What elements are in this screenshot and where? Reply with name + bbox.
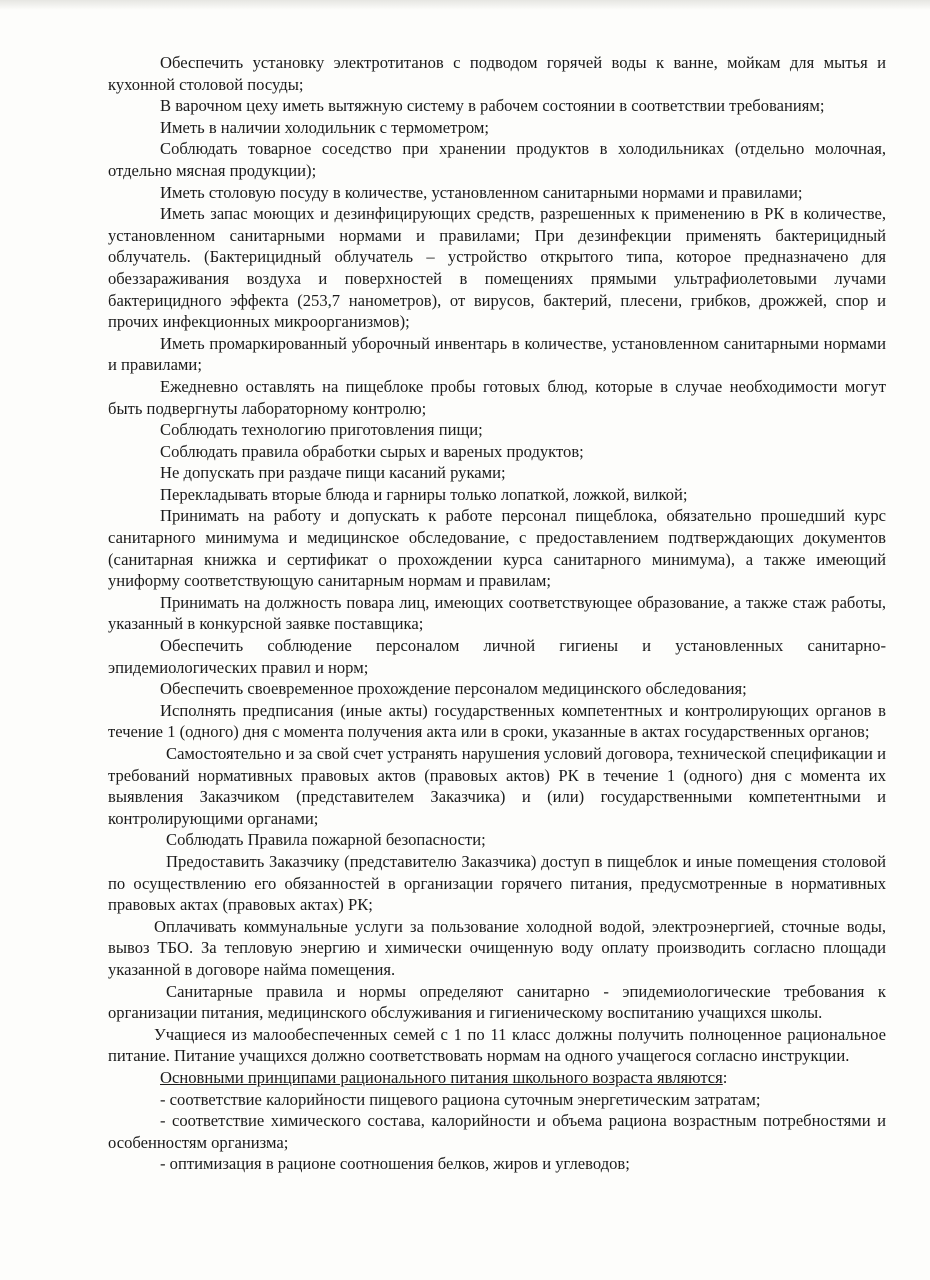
paragraph: Принимать на работу и допускать к работе персонал пищеблока, обязательно прошедший курс санитарного минимума и медицинское обследование, с предоставлением подтверждающих документов (санитарная книжка и сертификат о прохождении курса санитарного минимума), а также имеющий униформу соответствующую санитарным нормам и правилам; (108, 506, 886, 591)
paragraph: Санитарные правила и нормы определяют санитарно - эпидемиологические требования к организации питания, медицинского обслуживания и гигиеническому воспитанию учащихся школы. (108, 981, 886, 1023)
principle-item: - соответствие калорийности пищевого рациона суточным энергетическим затратам; (160, 1089, 761, 1109)
principle-item: - оптимизация в рационе соотношения белков, жиров и углеводов; (160, 1154, 630, 1174)
paragraph: Иметь промаркированный уборочный инвентарь в количестве, установленном санитарными нормами и правилами; (108, 333, 886, 375)
paragraph: Обеспечить своевременное прохождение персоналом медицинского обследования; (160, 679, 747, 699)
principle-item: - соответствие химического состава, калорийности и объема рациона возрастным потребностями и особенностям организма; (108, 1111, 886, 1152)
paragraph: Ежедневно оставлять на пищеблоке пробы готовых блюд, которые в случае необходимости могут быть подвергнуты лабораторному контролю; (108, 376, 886, 418)
paragraph: Иметь в наличии холодильник с термометром; (160, 117, 489, 137)
paragraph: Оплачивать коммунальные услуги за пользование холодной водой, электроэнергией, сточные воды, вывоз ТБО. За тепловую энергию и химически очищенную воду оплату производить согласно площади указанной в договоре найма помещения. (108, 916, 886, 979)
paragraph: В варочном цеху иметь вытяжную систему в рабочем состоянии в соответствии требованиям; (160, 96, 825, 116)
paragraph: Не допускать при раздаче пищи касаний руками; (160, 463, 506, 483)
paragraph: Соблюдать товарное соседство при хранении продуктов в холодильниках (отдельно молочная, отдельно мясная продукции); (108, 139, 886, 180)
paragraph: Соблюдать технологию приготовления пищи; (160, 420, 483, 440)
document-body (108, 52, 886, 1175)
principles-heading-colon: : (722, 1067, 728, 1087)
principles-heading-line (108, 1067, 886, 1089)
paragraph: Принимать на должность повара лиц, имеющих соответствующее образование, а также стаж работы, указанный в конкурсной заявке поставщика; (108, 592, 886, 634)
paragraph: Обеспечить установку электротитанов с подводом горячей воды к ванне, мойкам для мытья и кухонной столовой посуды; (108, 53, 886, 94)
paragraph: Обеспечить соблюдение персоналом личной гигиены и установленных санитарно-эпидемиологических правил и норм; (108, 636, 886, 677)
paragraph: Соблюдать правила обработки сырых и вареных продуктов; (160, 441, 584, 461)
paragraph: Предоставить Заказчику (представителю Заказчика) доступ в пищеблок и иные помещения столовой по осуществлению его обязанностей в организации горячего питания, предусмотренные в нормативных правовых актах (правовых актах) РК; (108, 851, 886, 915)
paragraph: Соблюдать Правила пожарной безопасности; (166, 830, 486, 850)
scan-edge (0, 0, 930, 10)
principles-heading: Основными принципами рационального питания школьного возраста являются (160, 1067, 723, 1087)
paragraph: Иметь запас моющих и дезинфицирующих средств, разрешенных к применению в РК в количестве, установленном санитарными нормами и правилами; При дезинфекции применять бактерицидный облучатель. (Бактерицидный облучатель – устройство открытого типа, которое предназначено для обеззараживания воздуха и поверхностей в помещениях прямыми ультрафиолетовыми лучами бактерицидного эффекта (253,7 нанометров), от вирусов, бактерий, плесени, грибков, дрожжей, спор и прочих инфекционных микроорганизмов); (108, 204, 886, 332)
paragraph: Учащиеся из малообеспеченных семей с 1 по 11 класс должны получить полноценное рациональное питание. Питание учащихся должно соответствовать нормам на одного учащегося согласно инструкции. (108, 1024, 886, 1066)
paragraph: Перекладывать вторые блюда и гарниры только лопаткой, ложкой, вилкой; (160, 484, 688, 504)
paragraph: Исполнять предписания (иные акты) государственных компетентных и контролирующих органов в течение 1 (одного) дня с момента получения акта или в сроки, указанные в актах государственных органов; (108, 700, 886, 742)
paragraph: Иметь столовую посуду в количестве, установленном санитарными нормами и правилами; (160, 182, 803, 202)
paragraph: Самостоятельно и за свой счет устранять нарушения условий договора, технической спецификации и требований нормативных правовых актов (правовых актов) РК в течение 1 (одного) дня с момента их выявления Заказчиком (представителем Заказчика) и (или) государственными компетентными и контролирующими органами; (108, 744, 886, 828)
